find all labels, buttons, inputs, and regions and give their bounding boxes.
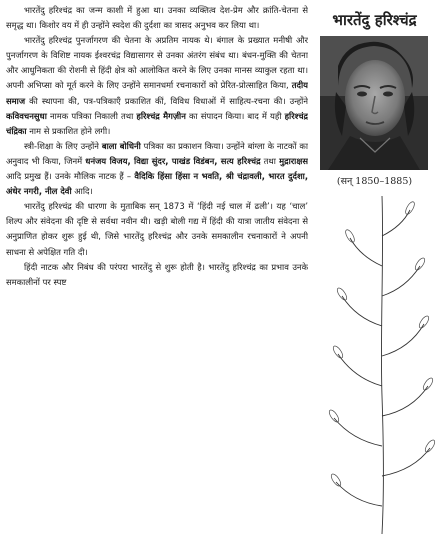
text-run: पत्रिका का प्रकाशन किया। उन्होंने बांग्ला के नाटकों का अनुवाद भी किया, जिनमें [6,140,308,166]
bold-term: धनंजय विजय, विद्या सुंदर, पाखंड विडंबन, सत्य हरिश्चंद्र [85,155,261,166]
text-run: भारतेंदु हरिश्चंद्र का जन्म काशी में हुआ था। उनका व्यक्तित्व देश-प्रेम और क्रांति-चेतना से समृद्ध था। किशोर वय में ही उन्होंने स्वदेश की दुर्दशा का त्रासद अनुभव कर लिया था। [6,5,308,31]
text-run: स्त्री-शिक्षा के लिए उन्होंने [24,140,102,151]
biography-text [6,3,308,533]
text-run: की स्थापना की, पत्र-पत्रिकाएँ प्रकाशित कीं, विविध विधाओं में साहित्य-रचना की। उन्होंने [25,95,308,106]
bold-term: हरिश्चंद्र चंद्रिका [6,110,308,136]
text-run: तथा [260,155,280,166]
paragraph [6,139,308,199]
text-run: आदि। [71,186,93,197]
bold-term: हरिश्चंद्र मैगज़ीन [136,110,186,121]
text-run: भारतेंदु हरिश्चंद्र पुनर्जागरण की चेतना के अप्रतिम नायक थे। बंगाल के प्रख्यात मनीषी और पुनर्जागरण के विशिष्ट नायक ईश्वरचंद्र विद्यासागर से उनका अंतरंग संबंध था। बंधन-मुक्ति की चेतना और आधुनिकता की रोशनी से हिंदी क्षेत्र को आलोकित करने के लिए उनका मानस व्याकुल रहता था। अपनी अभिप्सा को मूर्त करने के लिए उन्होंने समानधर्मा रचनाकारों को प्रेरित-प्रोत्साहित किया, [6,35,308,91]
text-run: नामक पत्रिका निकाली तथा [46,110,137,121]
paragraph [6,33,308,139]
text-run: आदि प्रमुख हैं। उनके मौलिक नाटक हैं – [6,171,135,182]
text-run: हिंदी नाटक और निबंध की परंपरा भारतेंदु से शुरू होती है। भारतेंदु हरिश्चंद्र का प्रभाव उनके समकालीनों पर स्पष्ट [6,261,308,287]
decorative-plant-illustration [324,196,436,534]
paragraph [6,3,308,33]
bold-term: तदीय समाज [6,80,308,106]
bold-term: वैदिकि हिंसा हिंसा न भवति, श्री चंद्रावली, भारत दुर्दशा, अंधेर नगरी, नील देवी [6,171,308,197]
portrait-caption: (सन् 1850–1885) [336,176,413,187]
portrait-photo [320,36,428,170]
text-run: भारतेंदु हरिश्चंद्र की धारणा के मुताबिक सन् 1873 में ‘हिंदी नई चाल में ढली’। यह ‘चाल’ शिल्प और संवेदना की दृष्टि से सर्वथा नवीन थी। खड़ी बोली गद्य में हिंदी की यात्रा जातीय संवेदना से अनुप्राणित होकर शुरू हुई थी, जिसे भारतेंदु हरिश्चंद्र और उनके समकालीन रचनाकारों ने अपनी साधना से अपेक्षित गति दी। [6,201,308,257]
text-run: का संपादन किया। बाद में यही [185,110,285,121]
bold-term: कविवचनसुधा [6,110,47,121]
bold-term: मुद्राराक्षस [279,155,308,166]
paragraph [6,260,308,290]
bold-term: बाला बोधिनी [101,140,141,151]
page-title: भारतेंदु हरिश्चंद्र [332,11,417,29]
text-run: नाम से प्रकाशित होने लगी। [26,125,111,136]
paragraph [6,199,308,259]
